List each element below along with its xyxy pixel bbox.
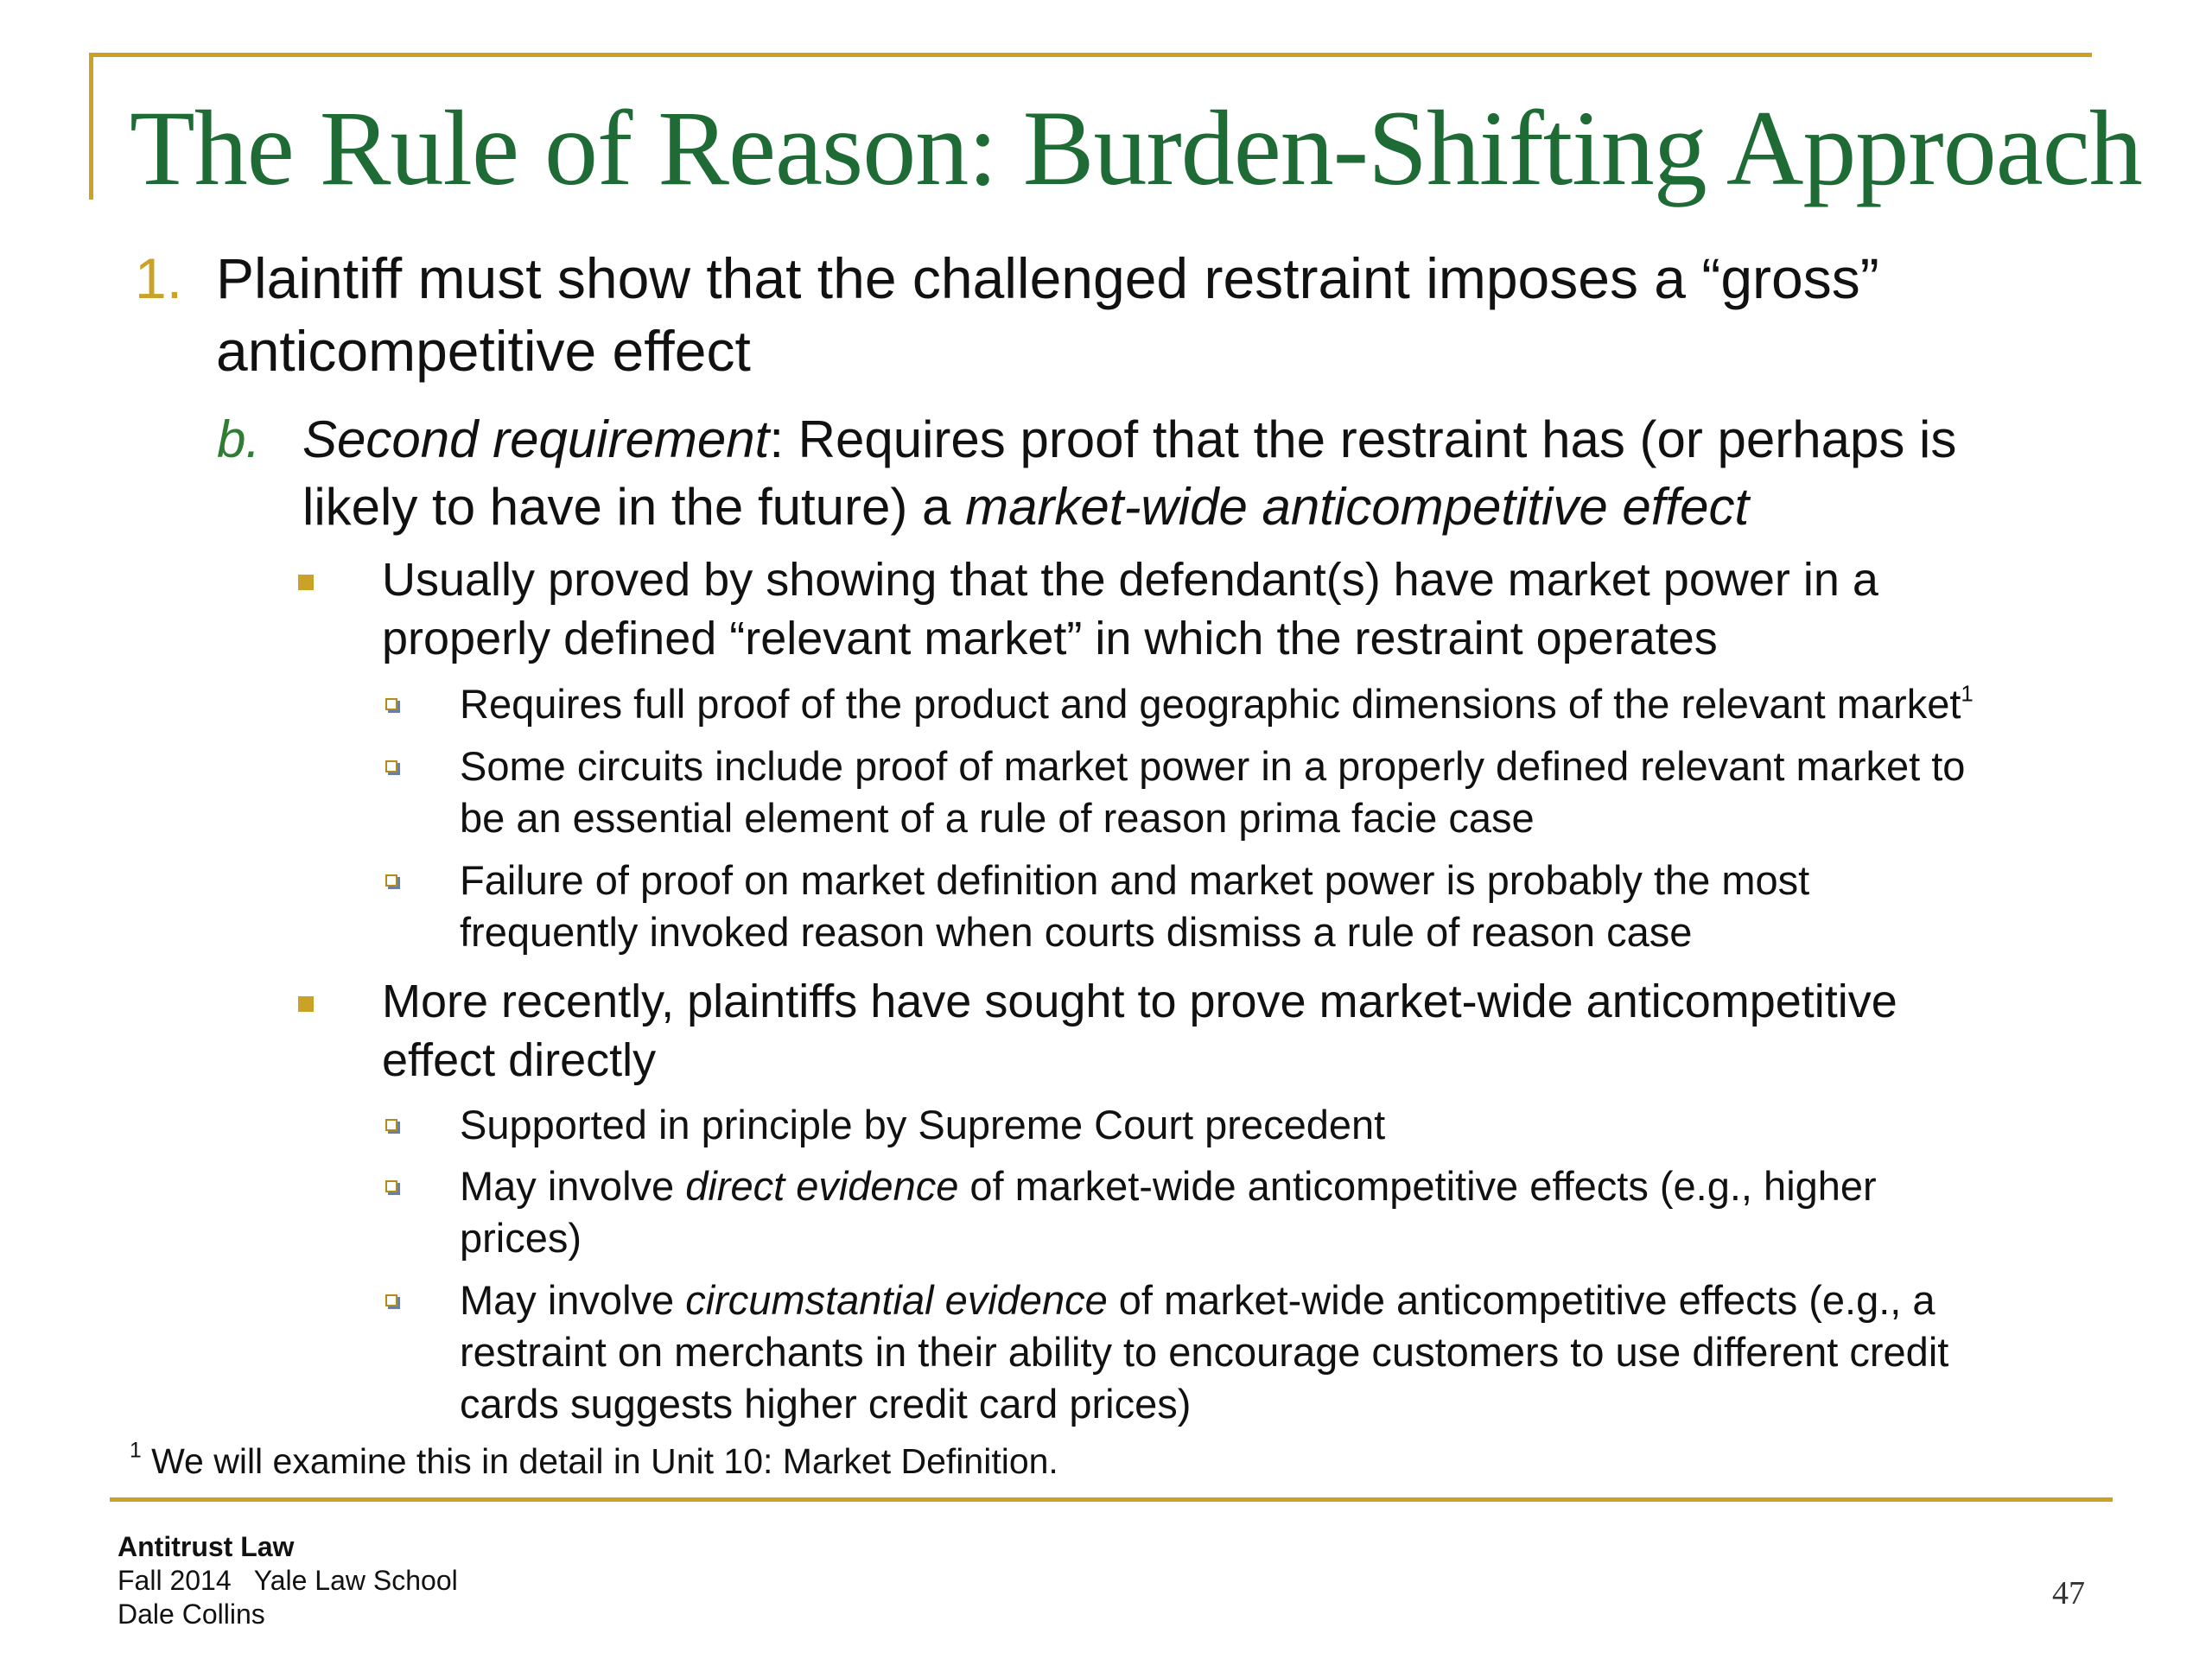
hollow-square-bullet-icon	[385, 1180, 397, 1192]
footnote-marker: 1	[130, 1439, 142, 1463]
left-frame-line	[89, 53, 93, 200]
square-bullet-icon	[298, 575, 314, 590]
footnote-text: We will examine this in detail in Unit 10: Market Definition.	[141, 1441, 1058, 1481]
square-bullet-icon	[298, 996, 314, 1012]
slide-title: The Rule of Reason: Burden-Shifting Approach	[130, 89, 2142, 207]
list-letter: b.	[217, 410, 261, 468]
list-item-text-line: Second requirement: Requires proof that the restraint has (or perhaps is	[302, 410, 1957, 468]
emphasis-text: direct evidence	[685, 1163, 959, 1209]
list-item-text-line: anticompetitive effect	[216, 319, 751, 383]
sub-bullet-text-line: Supported in principle by Supreme Court precedent	[460, 1102, 1386, 1147]
sub-bullet-text-line: prices)	[460, 1215, 582, 1261]
bullet-text-line: Usually proved by showing that the defendant(s) have market power in a	[382, 554, 1878, 606]
footer-term: Fall 2014 Yale Law School	[118, 1565, 458, 1596]
hollow-square-bullet-icon	[385, 1294, 397, 1306]
footnote	[130, 1439, 1058, 1484]
emphasis-text: market-wide anticompetitive effect	[965, 478, 1750, 536]
sub-bullet-text-line: Some circuits include proof of market power in a properly defined relevant market to	[460, 743, 1966, 789]
top-frame-line	[89, 53, 2092, 57]
bottom-rule	[110, 1497, 2113, 1502]
sub-bullet-text-line: be an essential element of a rule of reason prima facie case	[460, 795, 1535, 841]
list-number: 1.	[135, 246, 183, 310]
footer-author: Dale Collins	[118, 1599, 265, 1630]
list-item-text-line: Plaintiff must show that the challenged restraint imposes a “gross”	[216, 246, 1879, 310]
hollow-square-bullet-icon	[385, 698, 397, 710]
hollow-square-bullet-icon	[385, 760, 397, 772]
bullet-text-line: More recently, plaintiffs have sought to prove market-wide anticompetitive	[382, 976, 1897, 1027]
sub-bullet-text-line: Failure of proof on market definition and market power is probably the most	[460, 857, 1810, 903]
sub-bullet-text-line: frequently invoked reason when courts dismiss a rule of reason case	[460, 909, 1693, 955]
emphasis-text: circumstantial evidence	[685, 1277, 1108, 1323]
footnote-ref: 1	[1961, 682, 1974, 707]
sub-bullet-text-line: cards suggests higher credit card prices)	[460, 1381, 1192, 1427]
page-number: 47	[2052, 1575, 2085, 1611]
hollow-square-bullet-icon	[385, 1119, 397, 1131]
sub-bullet-text-line: May involve direct evidence of market-wide anticompetitive effects (e.g., higher	[460, 1163, 1877, 1209]
bullet-text-line: properly defined “relevant market” in which the restraint operates	[382, 613, 1718, 664]
bullet-text-line: effect directly	[382, 1034, 657, 1086]
footer-course: Antitrust Law	[118, 1531, 295, 1562]
hollow-square-bullet-icon	[385, 874, 397, 887]
list-item-text-line: likely to have in the future) a market-wide anticompetitive effect	[302, 478, 1750, 536]
sub-bullet-text-line: Requires full proof of the product and geographic dimensions of the relevant market$^1$	[460, 681, 1974, 727]
sub-bullet-text-line: restraint on merchants in their ability to encourage customers to use different credit	[460, 1329, 1949, 1375]
emphasis-label: Second requirement	[302, 410, 770, 468]
sub-bullet-text-line: May involve circumstantial evidence of market-wide anticompetitive effects (e.g., a	[460, 1277, 1936, 1323]
